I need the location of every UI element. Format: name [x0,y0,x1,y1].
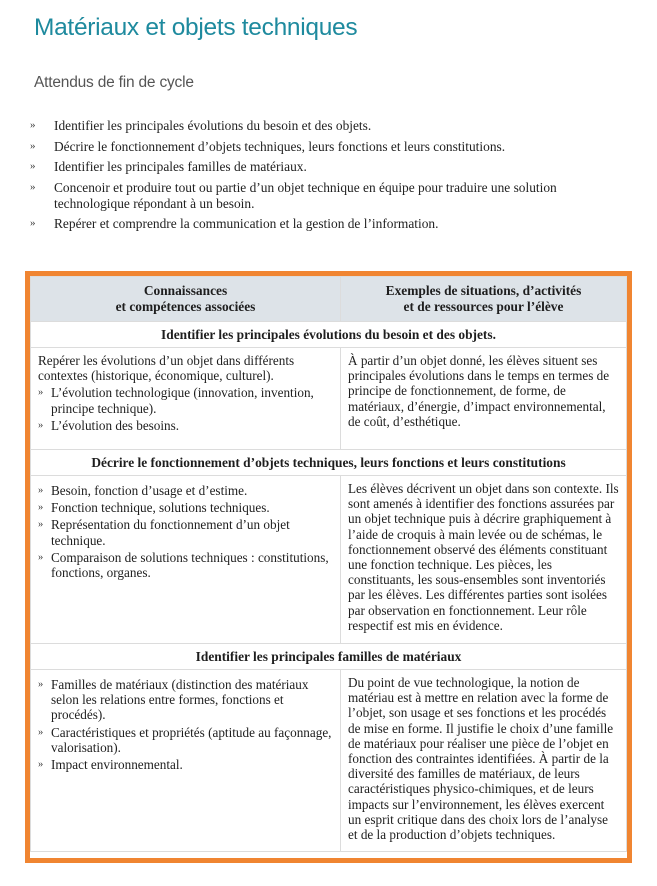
page-title: Matériaux et objets techniques [34,14,358,41]
outcome-item [30,139,630,155]
example-text: Du point de vue technologique, la notion de matériau est à mettre en relation avec la forme de l’objet, son usage et ses fonctions et les procédés de mise en forme. Il justifie le choix d’une famille de matériaux pour réaliser une pièce de l’objet en fonction des contraintes identifiées. À partir de la diversité des familles de matériaux, de leurs caractéristiques physico-chimiques, et de leurs impacts sur l’environnement, les élèves exercent un esprit critique dans des choix lors de l’analyse et de la production d’objets techniques. [348,675,614,843]
knowledge-list [38,385,333,433]
list-item [38,757,333,772]
example-cell [341,348,627,450]
section-title: Identifier les principales familles de matériaux [31,644,627,670]
table-row [31,476,627,644]
outcome-text: Concenoir et produire tout ou partie d’un objet technique en équipe pour traduire une solution technologique répondant à un besoin. [54,180,557,211]
outcome-text: Identifier les principales évolutions du besoin et des objets. [54,118,372,133]
bullet-icon: » [38,519,44,531]
list-item-text: Fonction technique, solutions techniques. [51,500,270,516]
knowledge-cell [31,476,341,644]
bullet-icon: » [30,119,36,131]
table-header-row [31,277,627,322]
knowledge-intro: Repérer les évolutions d’un objet dans différents contextes (historique, économique, culturel). [38,353,295,384]
header-knowledge-skills [31,277,341,322]
competencies-table [30,276,627,852]
outcome-item [30,180,630,211]
example-text: Les élèves décrivent un objet dans son contexte. Ils sont amenés à identifier des fonctions assurées par un objet technique puis à décrire graphiquement à l’aide de croquis à main levée ou de schémas, le fonctionnement observé des éléments constituant une fonction technique. Les pièces, les constituants, les sous-ensembles sont inventoriés par les élèves. Les différentes parties sont isolées par observation en fonctionnement. Leur rôle respectif est mis en évidence. [348,481,619,633]
bullet-icon: » [38,551,44,563]
header-examples [341,277,627,322]
competencies-table-frame [25,271,632,863]
table-row [31,348,627,450]
bullet-icon: » [38,726,44,738]
list-item-text: L’évolution des besoins. [51,417,180,433]
list-item-text: Caractéristiques et propriétés (aptitude au façonnage, valorisation). [51,724,332,755]
outcome-text: Identifier les principales familles de matériaux. [54,159,307,175]
outcome-text: Décrire le fonctionnement d’objets techniques, leurs fonctions et leurs constitutions. [54,138,506,154]
list-item-text: Besoin, fonction d’usage et d’estime. [51,483,248,498]
header-left-line1: Connaissances [143,283,228,298]
section-title: Décrire le fonctionnement d’objets techniques, leurs fonctions et leurs constitutions [31,450,627,476]
bullet-icon: » [38,419,44,431]
outcome-item [30,159,630,175]
knowledge-cell [31,348,341,450]
header-right-line1: Exemples de situations, d’activités [385,283,582,298]
list-item-text: Familles de matériaux (distinction des matériaux selon les relations entre formes, fonctions et procédés). [51,677,309,723]
bullet-icon: » [30,139,36,152]
bullet-icon: » [38,485,44,496]
list-item-text: Comparaison de solutions techniques : constitutions, fonctions, organes. [51,549,329,581]
list-item [38,385,333,415]
knowledge-list [38,483,333,580]
bullet-icon: » [30,160,36,173]
outcome-item [30,118,630,134]
section-title-row [31,644,627,670]
section-title-row [31,450,627,476]
bullet-icon: » [38,759,44,771]
table-row [31,670,627,852]
bullet-icon: » [30,217,36,230]
section-subtitle: Attendus de fin de cycle [34,74,194,91]
header-left-line2: et compétences associées [115,299,256,314]
example-cell [341,670,627,852]
list-item [38,550,333,580]
list-item-text: Impact environnemental. [51,757,183,773]
knowledge-list [38,677,333,772]
example-cell [341,476,627,644]
knowledge-cell [31,670,341,852]
header-right-line2: et de ressources pour l’élève [403,299,564,314]
list-item-text: Représentation du fonctionnement d’un objet technique. [51,517,290,548]
section-title: Identifier les principales évolutions du besoin et des objets. [31,322,627,348]
bullet-icon: » [38,502,44,514]
outcome-text: Repérer et comprendre la communication et la gestion de l’information. [54,216,439,232]
list-item [38,418,333,433]
list-item [38,483,333,498]
bullet-icon: » [30,181,36,194]
list-item-text: L’évolution technologique (innovation, invention, principe technique). [51,385,314,416]
example-text: À partir d’un objet donné, les élèves situent ses principales évolutions dans le temps en termes de principe de fonctionnement, de forme, de matériaux, d’énergie, d’impact environnemental, de coût, d’esthétique. [348,353,610,429]
bullet-icon: » [38,387,44,399]
outcomes-list [30,118,630,237]
list-item [38,517,333,547]
bullet-icon: » [38,679,44,690]
outcome-item [30,216,630,232]
list-item [38,500,333,515]
list-item [38,677,333,723]
list-item [38,725,333,755]
section-title-row [31,322,627,348]
